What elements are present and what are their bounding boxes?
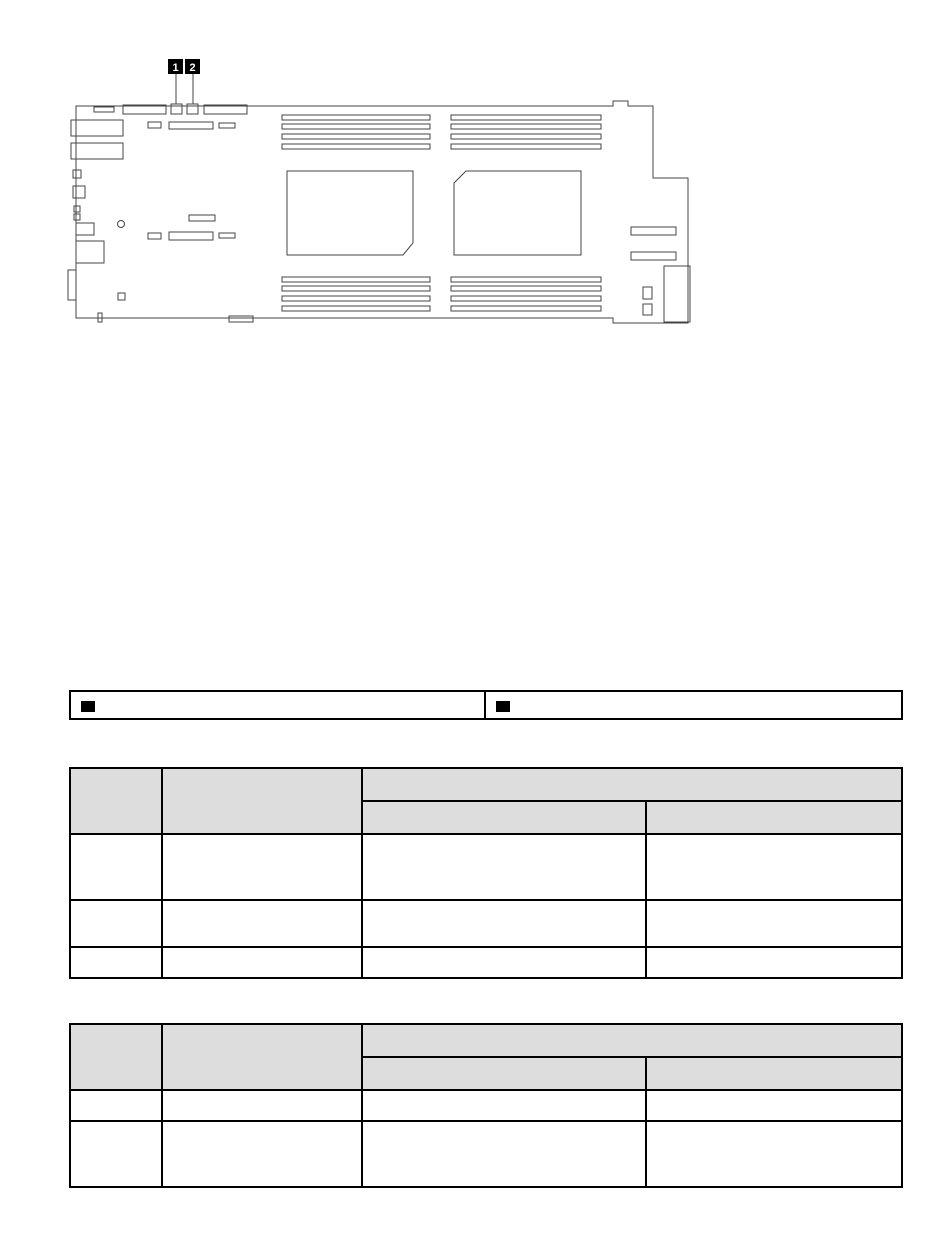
table-cell <box>646 834 902 900</box>
callout-2-square <box>496 701 510 712</box>
table-row <box>70 1090 902 1121</box>
power-connector <box>664 266 690 322</box>
system-board-diagram <box>0 0 950 345</box>
table-cell <box>162 900 362 947</box>
riser-slot <box>169 122 213 129</box>
riser-slot <box>169 232 213 240</box>
table-cell <box>162 834 362 900</box>
svg-text:2: 2 <box>189 62 196 74</box>
legend-cell-2 <box>485 691 902 719</box>
callout-2-marker <box>185 59 200 74</box>
connector <box>229 316 253 322</box>
table-cell <box>362 1121 646 1187</box>
connector <box>148 122 161 128</box>
connection-table-2 <box>69 1023 903 1188</box>
table-cell <box>646 900 902 947</box>
table-row <box>70 947 902 978</box>
connector <box>643 287 652 299</box>
header-cell <box>162 768 362 834</box>
table-cell <box>362 1090 646 1121</box>
table-cell <box>70 1121 162 1187</box>
dimm-slot <box>282 124 430 129</box>
dimm-slot <box>451 144 601 149</box>
connector <box>219 233 235 238</box>
subheader-cell <box>646 1057 902 1090</box>
svg-text:1: 1 <box>172 62 179 74</box>
header-cell <box>362 768 902 801</box>
table-cell <box>362 947 646 978</box>
dimm-slot <box>282 134 430 139</box>
dimm-slot <box>451 124 601 129</box>
legend-cell-1 <box>70 691 485 719</box>
header-cell <box>362 1024 902 1057</box>
dimm-slot <box>282 144 430 149</box>
dimm-slot <box>282 115 430 120</box>
callout-1-square <box>81 701 95 712</box>
standoff <box>118 221 125 228</box>
rear-port <box>76 223 94 235</box>
dimm-slot <box>451 296 601 301</box>
table-cell <box>162 947 362 978</box>
processor-socket-1 <box>287 171 413 255</box>
dimm-slot <box>282 286 430 291</box>
table-cell <box>362 900 646 947</box>
table-cell <box>162 1090 362 1121</box>
table-cell <box>70 900 162 947</box>
subheader-cell <box>362 801 646 834</box>
rear-port <box>73 170 81 178</box>
table-row <box>70 834 902 900</box>
table-cell <box>70 834 162 900</box>
dimm-slot <box>451 306 601 311</box>
rear-port <box>73 186 85 198</box>
connector <box>189 215 215 221</box>
table-cell <box>362 834 646 900</box>
table-row <box>70 691 902 719</box>
rear-port <box>74 214 80 220</box>
header-cell <box>70 768 162 834</box>
rear-port <box>71 143 123 159</box>
riser-slot <box>631 227 676 235</box>
dimm-slot <box>451 115 601 120</box>
connector <box>643 304 652 315</box>
rear-port <box>71 120 123 136</box>
subheader-cell <box>362 1057 646 1090</box>
header-cell <box>162 1024 362 1090</box>
table-header-row <box>70 1024 902 1057</box>
connector <box>219 123 235 128</box>
processor-socket-2 <box>454 171 581 255</box>
rear-port <box>74 206 80 212</box>
table-header-row <box>70 768 902 801</box>
table-row <box>70 900 902 947</box>
table-cell <box>162 1121 362 1187</box>
dimm-slot <box>282 277 430 282</box>
header-cell <box>70 1024 162 1090</box>
dimm-slot <box>282 296 430 301</box>
callout-legend-table <box>69 690 903 720</box>
dimm-slot <box>451 286 601 291</box>
dimm-slot <box>451 134 601 139</box>
dimm-slot <box>282 306 430 311</box>
table-cell <box>646 1090 902 1121</box>
connector <box>148 233 161 239</box>
table-cell <box>646 1121 902 1187</box>
table-cell <box>70 947 162 978</box>
table-row <box>70 1121 902 1187</box>
rear-port <box>76 241 104 263</box>
subheader-cell <box>646 801 902 834</box>
table-cell <box>646 947 902 978</box>
callout-1-marker <box>168 59 183 74</box>
connection-table-1 <box>69 767 903 979</box>
riser-slot <box>631 252 676 260</box>
dimm-slot <box>451 277 601 282</box>
connector <box>94 107 114 112</box>
table-cell <box>70 1090 162 1121</box>
rear-port <box>68 270 76 300</box>
standoff <box>118 293 125 300</box>
